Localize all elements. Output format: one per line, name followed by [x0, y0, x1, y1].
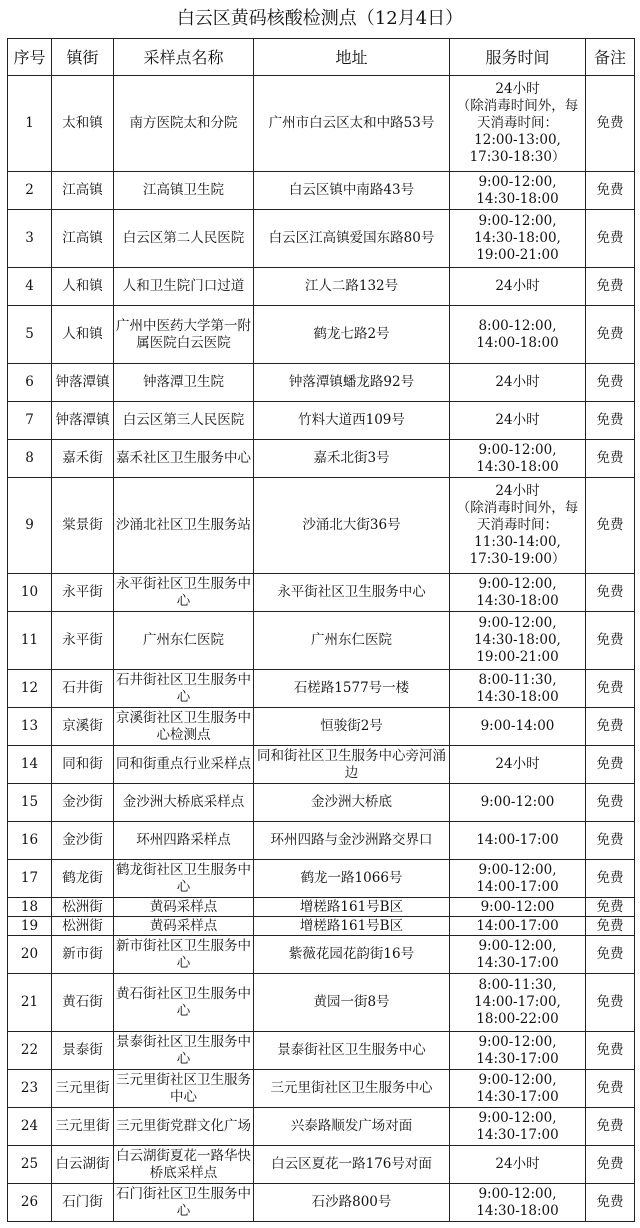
- row-number: 5: [8, 306, 52, 364]
- row-town: 永平街: [52, 612, 114, 670]
- row-site-name: 广州东仁医院: [114, 612, 254, 670]
- row-number: 7: [8, 402, 52, 440]
- row-number: 25: [8, 1146, 52, 1184]
- row-address: 金沙洲大桥底: [254, 784, 450, 822]
- row-site-name: 白云区第二人民医院: [114, 210, 254, 268]
- row-address: 同和街社区卫生服务中心旁河涌边: [254, 746, 450, 784]
- row-number: 26: [8, 1184, 52, 1222]
- table-row: [8, 1032, 635, 1070]
- row-note: 免费: [586, 917, 635, 936]
- row-note: 免费: [586, 210, 635, 268]
- row-town: 永平街: [52, 574, 114, 612]
- row-service-time: 9:00-12:00, 14:30-18:00: [450, 440, 586, 478]
- table-row: [8, 974, 635, 1032]
- row-site-name: 三元里街社区卫生服务中心: [114, 1070, 254, 1108]
- row-address: 兴泰路顺发广场对面: [254, 1108, 450, 1146]
- row-town: 京溪街: [52, 708, 114, 746]
- row-site-name: 景泰街社区卫生服务中心: [114, 1032, 254, 1070]
- row-note: 免费: [586, 746, 635, 784]
- table-row: [8, 440, 635, 478]
- row-service-time: 8:00-11:30, 14:30-18:00: [450, 670, 586, 708]
- row-address: 石槎路1577号一楼: [254, 670, 450, 708]
- table-row: [8, 364, 635, 402]
- row-note: 免费: [586, 898, 635, 917]
- page-title: 白云区黄码核酸检测点（12月4日）: [176, 8, 464, 29]
- row-town: 江高镇: [52, 172, 114, 210]
- row-service-time: 9:00-12:00, 14:30-17:00: [450, 936, 586, 974]
- row-address: 白云区夏花一路176号对面: [254, 1146, 450, 1184]
- row-site-name: 沙涌北社区卫生服务站: [114, 478, 254, 574]
- table-row: [8, 306, 635, 364]
- row-number: 12: [8, 670, 52, 708]
- row-number: 13: [8, 708, 52, 746]
- table-row: [8, 210, 635, 268]
- row-note: 免费: [586, 708, 635, 746]
- row-note: 免费: [586, 1146, 635, 1184]
- row-service-time: 8:00-11:30, 14:00-17:00, 18:00-22:00: [450, 974, 586, 1032]
- row-site-name: 黄码采样点: [114, 898, 254, 917]
- row-number: 14: [8, 746, 52, 784]
- row-note: 免费: [586, 1032, 635, 1070]
- row-note: 免费: [586, 402, 635, 440]
- row-number: 9: [8, 478, 52, 574]
- row-town: 人和镇: [52, 268, 114, 306]
- row-address: 江人二路132号: [254, 268, 450, 306]
- row-town: 三元里街: [52, 1070, 114, 1108]
- row-address: 竹料大道西109号: [254, 402, 450, 440]
- row-number: 24: [8, 1108, 52, 1146]
- row-address: 白云区江高镇爱国东路80号: [254, 210, 450, 268]
- row-address: 恒骏街2号: [254, 708, 450, 746]
- row-number: 16: [8, 822, 52, 860]
- row-note: 免费: [586, 76, 635, 172]
- row-note: 免费: [586, 822, 635, 860]
- row-number: 23: [8, 1070, 52, 1108]
- table-row: [8, 860, 635, 898]
- header-time: 服务时间: [450, 39, 586, 76]
- row-number: 20: [8, 936, 52, 974]
- row-address: 景泰街社区卫生服务中心: [254, 1032, 450, 1070]
- table-row: [8, 1184, 635, 1222]
- row-service-time: 9:00-12:00, 14:30-18:00: [450, 574, 586, 612]
- row-service-time: 9:00-12:00: [450, 784, 586, 822]
- row-site-name: 新市街社区卫生服务中心: [114, 936, 254, 974]
- row-site-name: 钟落潭卫生院: [114, 364, 254, 402]
- header-row: [8, 39, 635, 76]
- row-service-time: 24小时 （除消毒时间外，每天消毒时间： 12:00-13:00, 17:30-18:30）: [450, 76, 586, 172]
- row-service-time: 24小时: [450, 1146, 586, 1184]
- row-service-time: 9:00-14:00: [450, 708, 586, 746]
- row-town: 人和镇: [52, 306, 114, 364]
- row-service-time: 24小时: [450, 402, 586, 440]
- row-address: 鹤龙七路2号: [254, 306, 450, 364]
- row-service-time: 9:00-12:00, 14:30-17:00: [450, 1108, 586, 1146]
- row-address: 钟落潭镇蟠龙路92号: [254, 364, 450, 402]
- row-site-name: 三元里街党群文化广场: [114, 1108, 254, 1146]
- row-service-time: 9:00-12:00, 14:00-17:00: [450, 860, 586, 898]
- row-address: 黄园一街8号: [254, 974, 450, 1032]
- table-row: [8, 172, 635, 210]
- row-town: 金沙街: [52, 784, 114, 822]
- table-row: [8, 784, 635, 822]
- row-service-time: 9:00-12:00: [450, 898, 586, 917]
- header-no: 序号: [8, 39, 52, 76]
- row-site-name: 黄码采样点: [114, 917, 254, 936]
- row-address: 三元里街社区卫生服务中心: [254, 1070, 450, 1108]
- row-service-time: 9:00-12:00, 14:30-18:00, 19:00-21:00: [450, 612, 586, 670]
- table-row: [8, 1146, 635, 1184]
- row-service-time: 24小时 （除消毒时间外，每天消毒时间： 11:30-14:00, 17:30-19:00）: [450, 478, 586, 574]
- row-site-name: 石井街社区卫生服务中心: [114, 670, 254, 708]
- table-row: [8, 76, 635, 172]
- table-row: [8, 898, 635, 917]
- row-address: 白云区镇中南路43号: [254, 172, 450, 210]
- row-town: 同和街: [52, 746, 114, 784]
- row-town: 钟落潭镇: [52, 402, 114, 440]
- row-note: 免费: [586, 612, 635, 670]
- row-site-name: 永平街社区卫生服务中心: [114, 574, 254, 612]
- row-note: 免费: [586, 268, 635, 306]
- row-number: 18: [8, 898, 52, 917]
- row-town: 鹤龙街: [52, 860, 114, 898]
- table-body: [8, 76, 635, 1222]
- table-row: [8, 268, 635, 306]
- row-town: 白云湖街: [52, 1146, 114, 1184]
- row-site-name: 金沙洲大桥底采样点: [114, 784, 254, 822]
- row-town: 黄石街: [52, 974, 114, 1032]
- row-address: 石沙路800号: [254, 1184, 450, 1222]
- row-number: 17: [8, 860, 52, 898]
- row-note: 免费: [586, 478, 635, 574]
- table-row: [8, 822, 635, 860]
- row-town: 石井街: [52, 670, 114, 708]
- table-row: [8, 917, 635, 936]
- row-number: 1: [8, 76, 52, 172]
- table-row: [8, 746, 635, 784]
- row-town: 棠景街: [52, 478, 114, 574]
- row-address: 紫薇花园花韵街16号: [254, 936, 450, 974]
- row-number: 2: [8, 172, 52, 210]
- row-site-name: 黄石街社区卫生服务中心: [114, 974, 254, 1032]
- row-number: 19: [8, 917, 52, 936]
- table-row: [8, 936, 635, 974]
- row-number: 21: [8, 974, 52, 1032]
- table-row: [8, 478, 635, 574]
- row-site-name: 江高镇卫生院: [114, 172, 254, 210]
- row-number: 8: [8, 440, 52, 478]
- row-note: 免费: [586, 784, 635, 822]
- row-town: 金沙街: [52, 822, 114, 860]
- header-address: 地址: [254, 39, 450, 76]
- row-site-name: 白云湖街夏花一路华快桥底采样点: [114, 1146, 254, 1184]
- row-note: 免费: [586, 974, 635, 1032]
- row-address: 广州市白云区太和中路53号: [254, 76, 450, 172]
- row-town: 太和镇: [52, 76, 114, 172]
- header-town: 镇街: [52, 39, 114, 76]
- header-note: 备注: [586, 39, 635, 76]
- row-number: 4: [8, 268, 52, 306]
- row-service-time: 9:00-12:00, 14:30-18:00: [450, 1184, 586, 1222]
- row-site-name: 京溪街社区卫生服务中心检测点: [114, 708, 254, 746]
- row-note: 免费: [586, 306, 635, 364]
- row-town: 石门街: [52, 1184, 114, 1222]
- row-service-time: 9:00-12:00, 14:30-17:00: [450, 1032, 586, 1070]
- header-site: 采样点名称: [114, 39, 254, 76]
- table-row: [8, 708, 635, 746]
- row-site-name: 白云区第三人民医院: [114, 402, 254, 440]
- row-address: 增槎路161号B区: [254, 917, 450, 936]
- table-row: [8, 574, 635, 612]
- row-service-time: 24小时: [450, 746, 586, 784]
- row-service-time: 9:00-12:00, 14:30-18:00, 19:00-21:00: [450, 210, 586, 268]
- row-note: 免费: [586, 860, 635, 898]
- row-address: 嘉禾北街3号: [254, 440, 450, 478]
- row-site-name: 南方医院太和分院: [114, 76, 254, 172]
- row-number: 11: [8, 612, 52, 670]
- row-address: 沙涌北大街36号: [254, 478, 450, 574]
- row-note: 免费: [586, 440, 635, 478]
- row-note: 免费: [586, 1070, 635, 1108]
- row-number: 15: [8, 784, 52, 822]
- row-service-time: 24小时: [450, 364, 586, 402]
- row-service-time: 9:00-12:00, 14:30-17:00: [450, 1070, 586, 1108]
- row-town: 嘉禾街: [52, 440, 114, 478]
- row-note: 免费: [586, 670, 635, 708]
- table-row: [8, 670, 635, 708]
- row-note: 免费: [586, 1184, 635, 1222]
- row-number: 22: [8, 1032, 52, 1070]
- row-address: 永平街社区卫生服务中心: [254, 574, 450, 612]
- row-number: 6: [8, 364, 52, 402]
- row-address: 鹤龙一路1066号: [254, 860, 450, 898]
- row-town: 三元里街: [52, 1108, 114, 1146]
- row-service-time: 24小时: [450, 268, 586, 306]
- row-service-time: 8:00-12:00, 14:00-18:00: [450, 306, 586, 364]
- testing-sites-table: [7, 38, 635, 1222]
- row-site-name: 环州四路采样点: [114, 822, 254, 860]
- row-site-name: 鹤龙街社区卫生服务中心: [114, 860, 254, 898]
- row-address: 环州四路与金沙洲路交界口: [254, 822, 450, 860]
- table-row: [8, 1070, 635, 1108]
- row-note: 免费: [586, 364, 635, 402]
- row-town: 新市街: [52, 936, 114, 974]
- table-row: [8, 1108, 635, 1146]
- row-site-name: 广州中医药大学第一附属医院白云医院: [114, 306, 254, 364]
- row-note: 免费: [586, 172, 635, 210]
- row-number: 3: [8, 210, 52, 268]
- row-site-name: 石门街社区卫生服务中心: [114, 1184, 254, 1222]
- row-note: 免费: [586, 936, 635, 974]
- row-town: 松洲街: [52, 917, 114, 936]
- row-note: 免费: [586, 1108, 635, 1146]
- row-town: 江高镇: [52, 210, 114, 268]
- row-town: 景泰街: [52, 1032, 114, 1070]
- row-service-time: 14:00-17:00: [450, 917, 586, 936]
- row-site-name: 同和街重点行业采样点: [114, 746, 254, 784]
- table-row: [8, 402, 635, 440]
- row-address: 广州东仁医院: [254, 612, 450, 670]
- row-number: 10: [8, 574, 52, 612]
- row-town: 钟落潭镇: [52, 364, 114, 402]
- row-service-time: 9:00-12:00, 14:30-18:00: [450, 172, 586, 210]
- row-note: 免费: [586, 574, 635, 612]
- row-site-name: 嘉禾社区卫生服务中心: [114, 440, 254, 478]
- row-site-name: 人和卫生院门口过道: [114, 268, 254, 306]
- table-row: [8, 612, 635, 670]
- row-address: 增槎路161号B区: [254, 898, 450, 917]
- row-service-time: 14:00-17:00: [450, 822, 586, 860]
- row-town: 松洲街: [52, 898, 114, 917]
